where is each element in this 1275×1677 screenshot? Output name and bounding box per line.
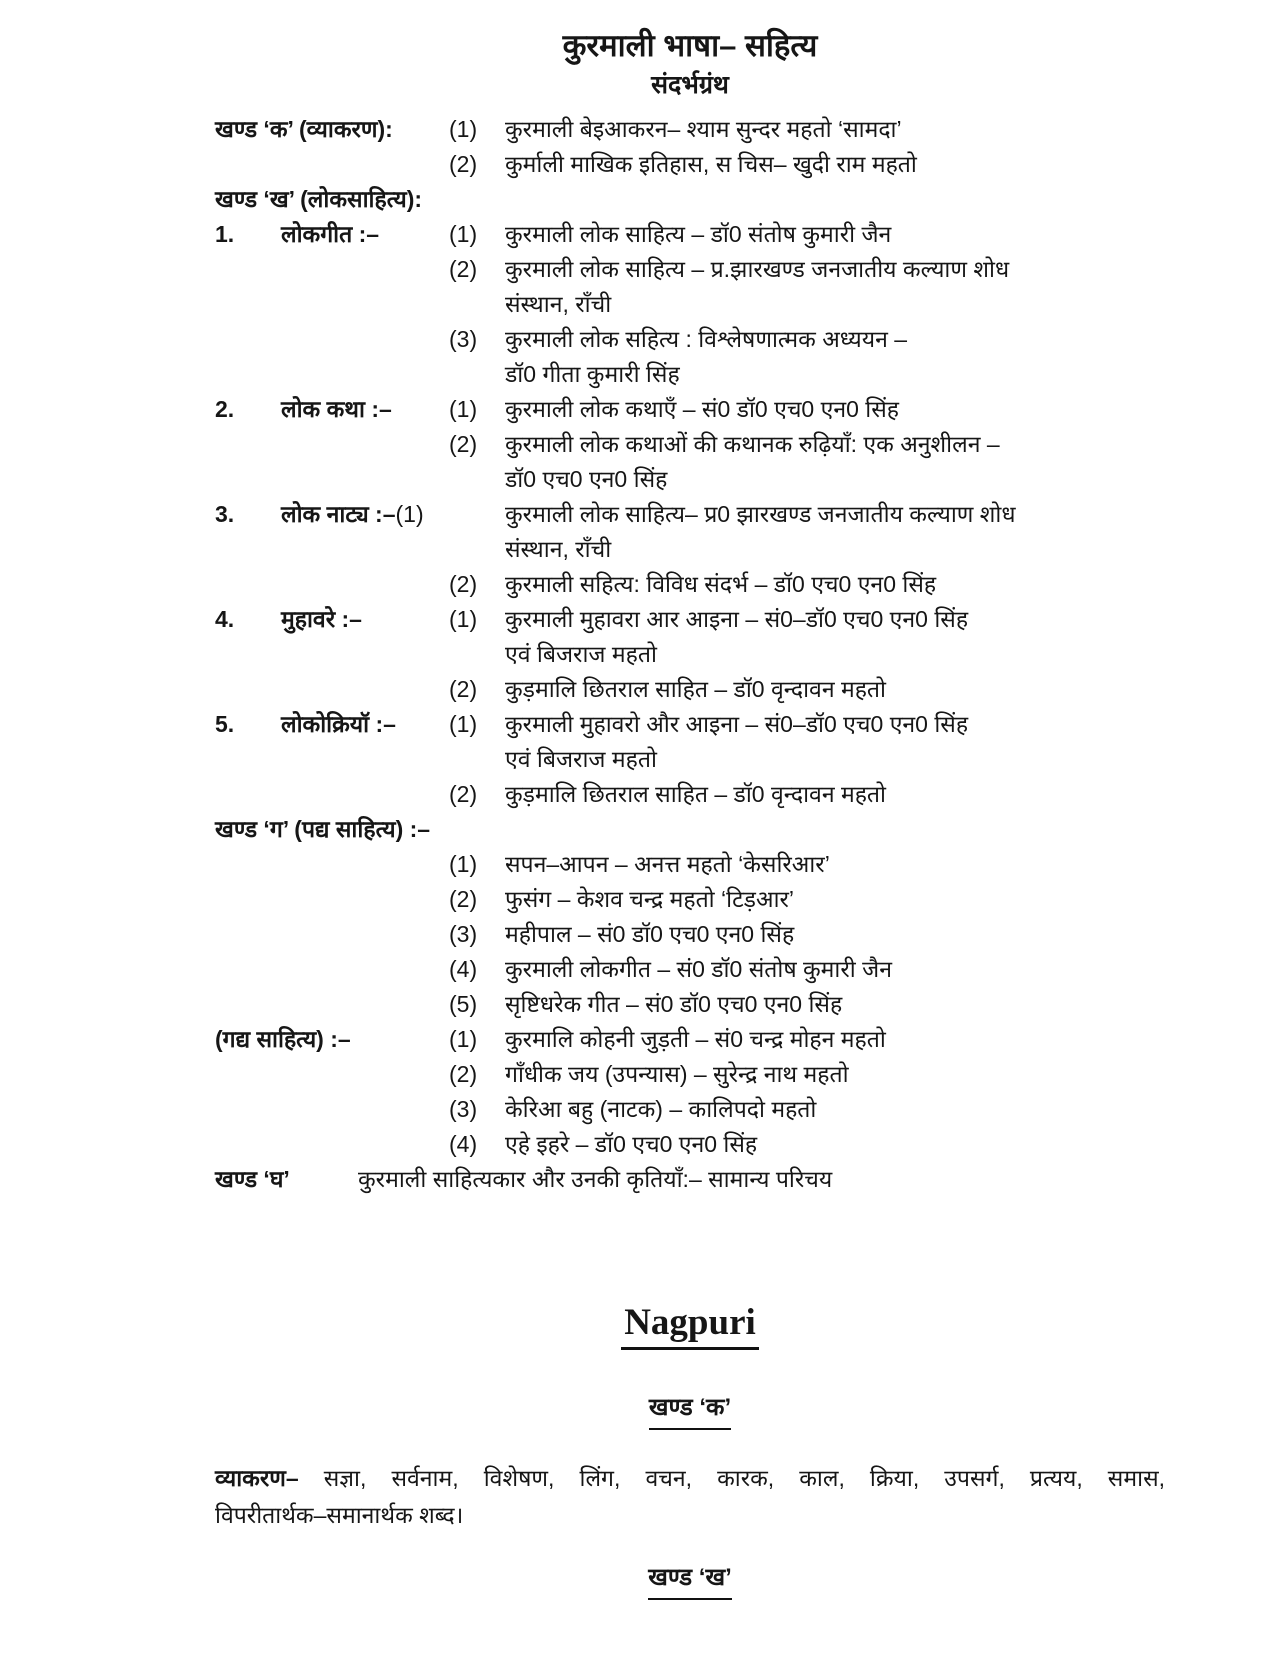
page-content [215,26,1165,1600]
grammar-paragraph [215,1460,1165,1534]
row-serial [215,1057,281,1092]
row-label: लोक नाट्य :–(1) [281,501,424,527]
row-text-line: कुरमाली बेइआकरन– श्याम सुन्दर महतो ‘सामदा’ [505,116,902,142]
row-text-line: कुरमाली सहित्य: विविध संदर्भ – डॉ0 एच0 एन0 सिंह [505,571,937,597]
reference-row [215,707,1165,777]
row-num [449,497,505,567]
row-label: खण्ड ‘ख’ (लोकसाहित्य): [215,186,423,212]
row-num: (3) [449,326,478,352]
nagpuri-heading: Nagpuri [621,1301,759,1350]
row-label: लोकोक्रियॉ :– [281,711,396,737]
section-heading-kha [215,1560,1165,1600]
reference-list [215,112,1165,1197]
row-text-line: एहे इहरे – डॉ0 एच0 एन0 सिंह [505,1131,758,1157]
row-text-line: केरिआ बहु (नाटक) – कालिपदो महतो [505,1096,817,1122]
grammar-line1 [215,1460,1165,1497]
row-text-line: कुरमाली मुहावरो और आइना – सं0–डॉ0 एच0 एन0 सिंह [505,711,969,737]
section-heading-ka-text: खण्ड ‘क’ [649,1390,731,1430]
row-text [505,987,1165,1022]
row-serial [215,427,281,497]
row-text-line: संस्थान, राँची [505,291,612,317]
reference-row [215,847,1165,882]
reference-row [215,182,1165,217]
row-text-line: कुरमालि कोहनी जुड़ती – सं0 चन्द्र मोहन महतो [505,1026,886,1052]
row-text [505,602,1165,672]
reference-row [215,1022,1165,1057]
row-num: (2) [449,431,478,457]
row-label: खण्ड ‘क’ (व्याकरण): [215,116,393,142]
row-text [505,392,1165,427]
row-num: (2) [449,256,478,282]
row-serial [215,1127,281,1162]
row-label [281,1127,449,1162]
row-label: लोकगीत :– [281,221,380,247]
reference-row [215,112,1165,147]
reference-row [215,567,1165,602]
row-label: खण्ड ‘घ’ [215,1166,290,1192]
row-text-line: एवं बिजराज महतो [505,746,657,772]
row-text-line: महीपाल – सं0 डॉ0 एच0 एन0 सिंह [505,921,795,947]
row-text-line: कुड़मालि छितराल साहित – डॉ0 वृन्दावन महतो [505,676,887,702]
row-text [505,112,1165,147]
grammar-line1-text: सज्ञा, सर्वनाम, विशेषण, लिंग, वचन, कारक, काल, क्रिया, उपसर्ग, प्रत्यय, समास, [323,1465,1166,1491]
row-text [505,672,1165,707]
row-serial [215,252,281,322]
row-num: (2) [449,571,478,597]
row-serial [215,847,281,882]
row-label [281,1092,449,1127]
row-num: (4) [449,956,478,982]
row-label: मुहावरे :– [281,606,362,632]
reference-row [215,1057,1165,1092]
row-serial: 1. [215,221,235,247]
row-serial [215,882,281,917]
row-label [281,952,449,987]
row-label [281,322,449,392]
reference-row [215,1092,1165,1127]
reference-row [215,812,1165,847]
reference-row [215,427,1165,497]
row-num: (1) [449,711,478,737]
row-num: (1) [449,851,478,877]
row-num: (1) [449,221,478,247]
section-heading-kha-text: खण्ड ‘ख’ [648,1560,732,1600]
reference-row [215,952,1165,987]
row-text [505,427,1165,497]
page-subtitle: संदर्भग्रंथ [651,71,729,99]
reference-row [215,917,1165,952]
row-serial [215,987,281,1022]
row-text-line: गाँधीक जय (उपन्यास) – सुरेन्द्र नाथ महतो [505,1061,849,1087]
row-text-line: कुरमाली लोक सहित्य : विश्लेषणात्मक अध्ययन – [505,326,908,352]
row-serial [215,777,281,812]
row-text-line: एवं बिजराज महतो [505,641,657,667]
row-text-line: कुरमाली लोक कथाएँ – सं0 डॉ0 एच0 एन0 सिंह [505,396,899,422]
row-text [505,847,1165,882]
row-label [281,847,449,882]
row-label [281,987,449,1022]
row-num-inline: (1) [395,501,424,527]
row-text [505,952,1165,987]
row-serial: 3. [215,501,235,527]
row-text [505,777,1165,812]
row-label [281,427,449,497]
row-text [505,147,1165,182]
row-label [281,917,449,952]
row-text-line: फुसंग – केशव चन्द्र महतो ‘टिड़आर’ [505,886,795,912]
row-num: (3) [449,921,478,947]
row-label [281,147,449,182]
row-text-line: संस्थान, राँची [505,536,612,562]
row-label [281,672,449,707]
row-text-line: कुरमाली लोक साहित्य– प्र0 झारखण्ड जनजातीय कल्याण शोध [505,501,1016,527]
row-serial [215,917,281,952]
row-num: (2) [449,151,478,177]
row-text [505,322,1165,392]
row-text-line: डॉ0 एच0 एन0 सिंह [505,466,668,492]
page-title: कुरमाली भाषा– सहित्य [562,28,818,63]
row-text [505,252,1165,322]
grammar-line2: विपरीतार्थक–समानार्थक शब्द। [215,1502,464,1528]
row-text-line: सृष्टिधरेक गीत – सं0 डॉ0 एच0 एन0 सिंह [505,991,843,1017]
row-label: खण्ड ‘ग’ (पद्य साहित्य) :– [215,816,431,842]
reference-row [215,252,1165,322]
reference-row [215,602,1165,672]
reference-row [215,882,1165,917]
row-num: (1) [449,396,478,422]
reference-row [215,1162,1165,1197]
row-label [281,252,449,322]
row-num: (1) [449,606,478,632]
row-serial: 4. [215,606,235,632]
row-serial [215,567,281,602]
row-text-line: कुरमाली साहित्यकार और उनकी कृतियाँ:– सामान्य परिचय [358,1166,833,1192]
row-num: (1) [449,1026,478,1052]
row-serial: 5. [215,711,235,737]
row-text [505,497,1165,567]
document-page [0,26,1275,1677]
row-text [505,567,1165,602]
row-label: लोक कथा :– [281,396,392,422]
row-text [505,217,1165,252]
row-text [505,1127,1165,1162]
row-text-line: कुरमाली लोक साहित्य – प्र.झारखण्ड जनजातीय कल्याण शोध [505,256,1010,282]
row-text [505,1022,1165,1057]
row-label [281,567,449,602]
row-label: (गद्य साहित्य) :– [215,1026,351,1052]
row-text-line: कुड़मालि छितराल साहित – डॉ0 वृन्दावन महतो [505,781,887,807]
row-text [505,1092,1165,1127]
row-num: (4) [449,1131,478,1157]
row-num: (5) [449,991,478,1017]
row-text [358,1162,1165,1197]
row-serial [215,952,281,987]
row-num: (1) [449,116,478,142]
row-serial: 2. [215,396,235,422]
reference-row [215,392,1165,427]
reference-row [215,147,1165,182]
row-text [505,882,1165,917]
reference-row [215,497,1165,567]
row-text-line: डॉ0 गीता कुमारी सिंह [505,361,680,387]
row-num: (2) [449,676,478,702]
nagpuri-section [215,1301,1165,1350]
row-serial [215,1092,281,1127]
row-text-line: कुरमाली लोक कथाओं की कथानक रुढ़ियाँ: एक अनुशीलन – [505,431,1000,457]
reference-row [215,987,1165,1022]
row-num: (2) [449,1061,478,1087]
row-text-line: कुरमाली मुहावरा आर आइना – सं0–डॉ0 एच0 एन0 सिंह [505,606,969,632]
row-text-line: कुर्माली माखिक इतिहास, स चिस– खुदी राम महतो [505,151,917,177]
row-label [281,1057,449,1092]
reference-row [215,777,1165,812]
row-text-line: कुरमाली लोकगीत – सं0 डॉ0 संतोष कुमारी जैन [505,956,892,982]
reference-row [215,672,1165,707]
row-serial [215,672,281,707]
row-text-line: कुरमाली लोक साहित्य – डॉ0 संतोष कुमारी जैन [505,221,892,247]
row-text-line: सपन–आपन – अनत्त महतो ‘केसरिआर’ [505,851,830,877]
row-num: (2) [449,886,478,912]
reference-row [215,217,1165,252]
row-num: (2) [449,781,478,807]
row-serial [215,322,281,392]
grammar-label: व्याकरण– [215,1465,299,1491]
row-num: (3) [449,1096,478,1122]
section-heading-ka [215,1390,1165,1430]
reference-row [215,1127,1165,1162]
row-text [505,917,1165,952]
row-label [281,777,449,812]
reference-row [215,322,1165,392]
row-text [505,707,1165,777]
row-serial [215,147,281,182]
row-label [281,882,449,917]
row-text [505,1057,1165,1092]
